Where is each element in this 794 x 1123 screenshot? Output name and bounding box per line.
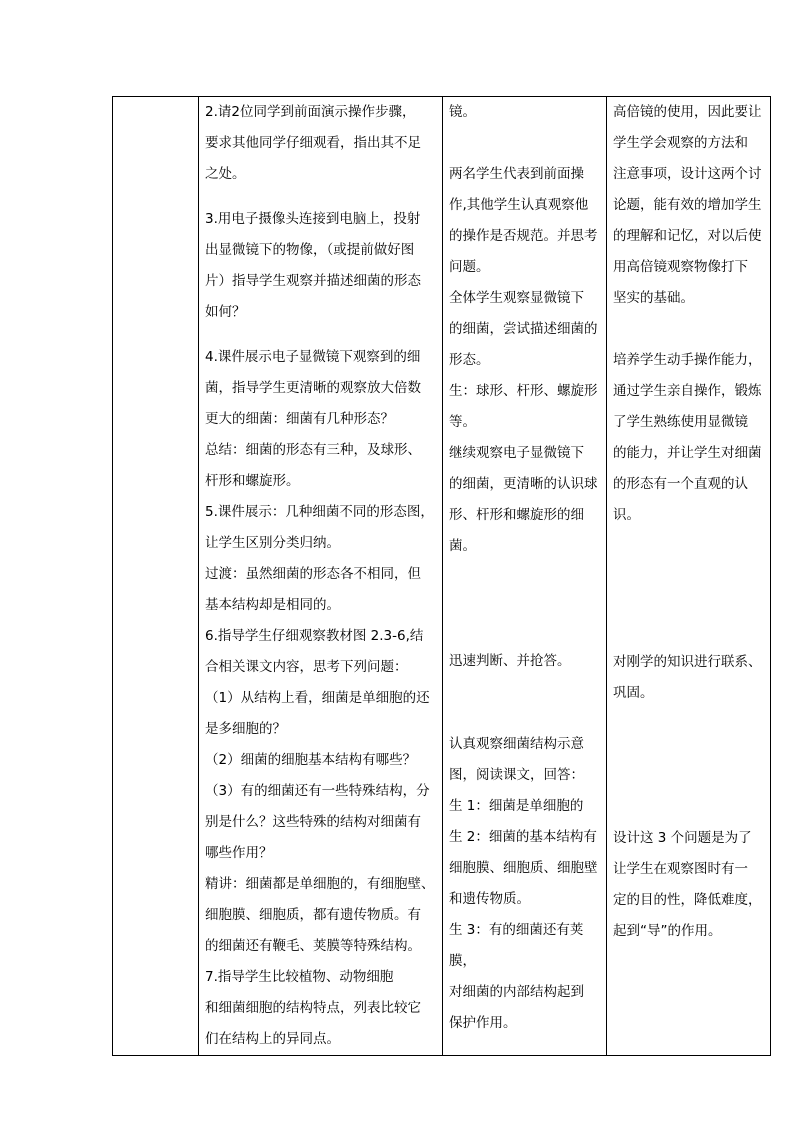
intent-line: 了学生熟练使用显微镜 (613, 414, 748, 430)
student-line: 镜。 (449, 104, 476, 120)
teacher-line: （1）从结构上看，细菌是单细胞的还 (205, 690, 430, 706)
intent-line: 让学生在观察图时有一 (613, 861, 748, 877)
teacher-line: 是多细胞的？ (205, 721, 286, 737)
intent-line: 学生学会观察的方法和 (613, 135, 748, 151)
table-row (113, 97, 771, 1056)
student-line: 全体学生观察显微镜下 (449, 290, 584, 306)
student-line: 等。 (449, 414, 476, 430)
teacher-line: 要求其他同学仔细观看，指出其不足 (205, 135, 421, 151)
student-line: 生：球形、杆形、螺旋形 (449, 383, 598, 399)
student-line: 生 3：有的细菌还有荚膜， (449, 922, 584, 969)
teacher-line: 片）指导学生观察并描述细菌的形态 (205, 273, 421, 289)
student-line: 保护作用。 (449, 1015, 517, 1031)
student-line: 对细菌的内部结构起到 (449, 984, 584, 1000)
intent-line: 对刚学的知识进行联系、 (613, 654, 762, 670)
teacher-line: 细胞膜、细胞质，都有遗传物质。有 (205, 907, 421, 923)
intent-line: 坚实的基础。 (613, 290, 694, 306)
student-line: 迅速判断、并抢答。 (449, 653, 571, 669)
intent-line: 定的目的性，降低难度， (613, 892, 762, 908)
teacher-activity-cell (199, 97, 443, 1056)
teacher-line: 6.指导学生仔细观察教材图 2.3-6,结 (205, 628, 424, 644)
student-line: 和遗传物质。 (449, 891, 530, 907)
teacher-line: 2.请2位同学到前面演示操作步骤， (205, 104, 416, 120)
teacher-line: 别是什么？这些特殊的结构对细菌有 (205, 814, 421, 830)
lesson-plan-table (112, 96, 771, 1056)
teacher-line: 总结：细菌的形态有三种，及球形、 (205, 442, 421, 458)
intent-line: 巩固。 (613, 685, 654, 701)
teacher-line: 5.课件展示：几种细菌不同的形态图， (205, 504, 434, 520)
teacher-line: 菌，指导学生更清晰的观察放大倍数 (205, 380, 421, 396)
teacher-line: 合相关课文内容，思考下列问题： (205, 659, 408, 675)
student-line: 两名学生代表到前面操 (449, 166, 584, 182)
teacher-line: 和细菌细胞的结构特点，列表比较它 (205, 1000, 421, 1016)
teacher-line: 如何？ (205, 304, 246, 320)
teacher-line: 杆形和螺旋形。 (205, 473, 300, 489)
intent-line: 的形态有一个直观的认 (613, 476, 748, 492)
intent-line: 论题，能有效的增加学生 (613, 197, 762, 213)
teacher-line: （2）细菌的细胞基本结构有哪些？ (205, 752, 417, 768)
teacher-line: 让学生区别分类归纳。 (205, 535, 340, 551)
student-line: 图，阅读课文，回答： (449, 767, 584, 783)
student-line: 的操作是否规范。并思考 (449, 228, 598, 244)
student-line: 作,其他学生认真观察他 (449, 197, 589, 213)
student-line: 继续观察电子显微镜下 (449, 445, 584, 461)
student-line: 生 2：细菌的基本结构有 (449, 829, 597, 845)
teacher-line: 基本结构却是相同的。 (205, 597, 340, 613)
teacher-line: 的细菌还有鞭毛、荚膜等特殊结构。 (205, 938, 421, 954)
intent-line: 通过学生亲自操作，锻炼 (613, 383, 762, 399)
teacher-line: 3.用电子摄像头连接到电脑上，投射 (205, 211, 421, 227)
teacher-line: 过渡：虽然细菌的形态各不相同，但 (205, 566, 421, 582)
teacher-line: 们在结构上的异同点。 (205, 1031, 340, 1047)
student-line: 的细菌，更清晰的认识球 (449, 476, 598, 492)
stage-column-cell (113, 97, 199, 1056)
teacher-line: 更大的细菌：细菌有几种形态？ (205, 411, 394, 427)
teacher-line: （3）有的细菌还有一些特殊结构，分 (205, 783, 430, 799)
teacher-line: 精讲：细菌都是单细胞的，有细胞壁、 (205, 876, 435, 892)
student-line: 生 1：细菌是单细胞的 (449, 798, 584, 814)
design-intent-cell (607, 97, 771, 1056)
teacher-line: 哪些作用？ (205, 845, 273, 861)
teacher-line: 出显微镜下的物像，（或提前做好图 (205, 242, 415, 258)
teacher-line: 4.课件展示电子显微镜下观察到的细 (205, 349, 421, 365)
intent-line: 用高倍镜观察物像打下 (613, 259, 748, 275)
intent-line: 起到“导”的作用。 (613, 923, 722, 939)
student-line: 问题。 (449, 259, 490, 275)
student-activity-cell (443, 97, 607, 1056)
intent-line: 注意事项，设计这两个讨 (613, 166, 762, 182)
intent-line: 的理解和记忆，对以后使 (613, 228, 762, 244)
intent-line: 高倍镜的使用，因此要让 (613, 104, 762, 120)
teacher-line: 之处。 (205, 166, 246, 182)
teacher-line: 7.指导学生比较植物、动物细胞 (205, 969, 394, 985)
intent-line: 培养学生动手操作能力， (613, 352, 762, 368)
student-line: 细胞膜、细胞质、细胞壁 (449, 860, 598, 876)
student-line: 形、杆形和螺旋形的细菌。 (449, 507, 584, 554)
intent-line: 的能力，并让学生对细菌 (613, 445, 762, 461)
intent-line: 设计这 3 个问题是为了 (613, 830, 752, 846)
student-line: 形态。 (449, 352, 490, 368)
student-line: 的细菌，尝试描述细菌的 (449, 321, 598, 337)
intent-line: 识。 (613, 507, 640, 523)
student-line: 认真观察细菌结构示意 (449, 736, 584, 752)
